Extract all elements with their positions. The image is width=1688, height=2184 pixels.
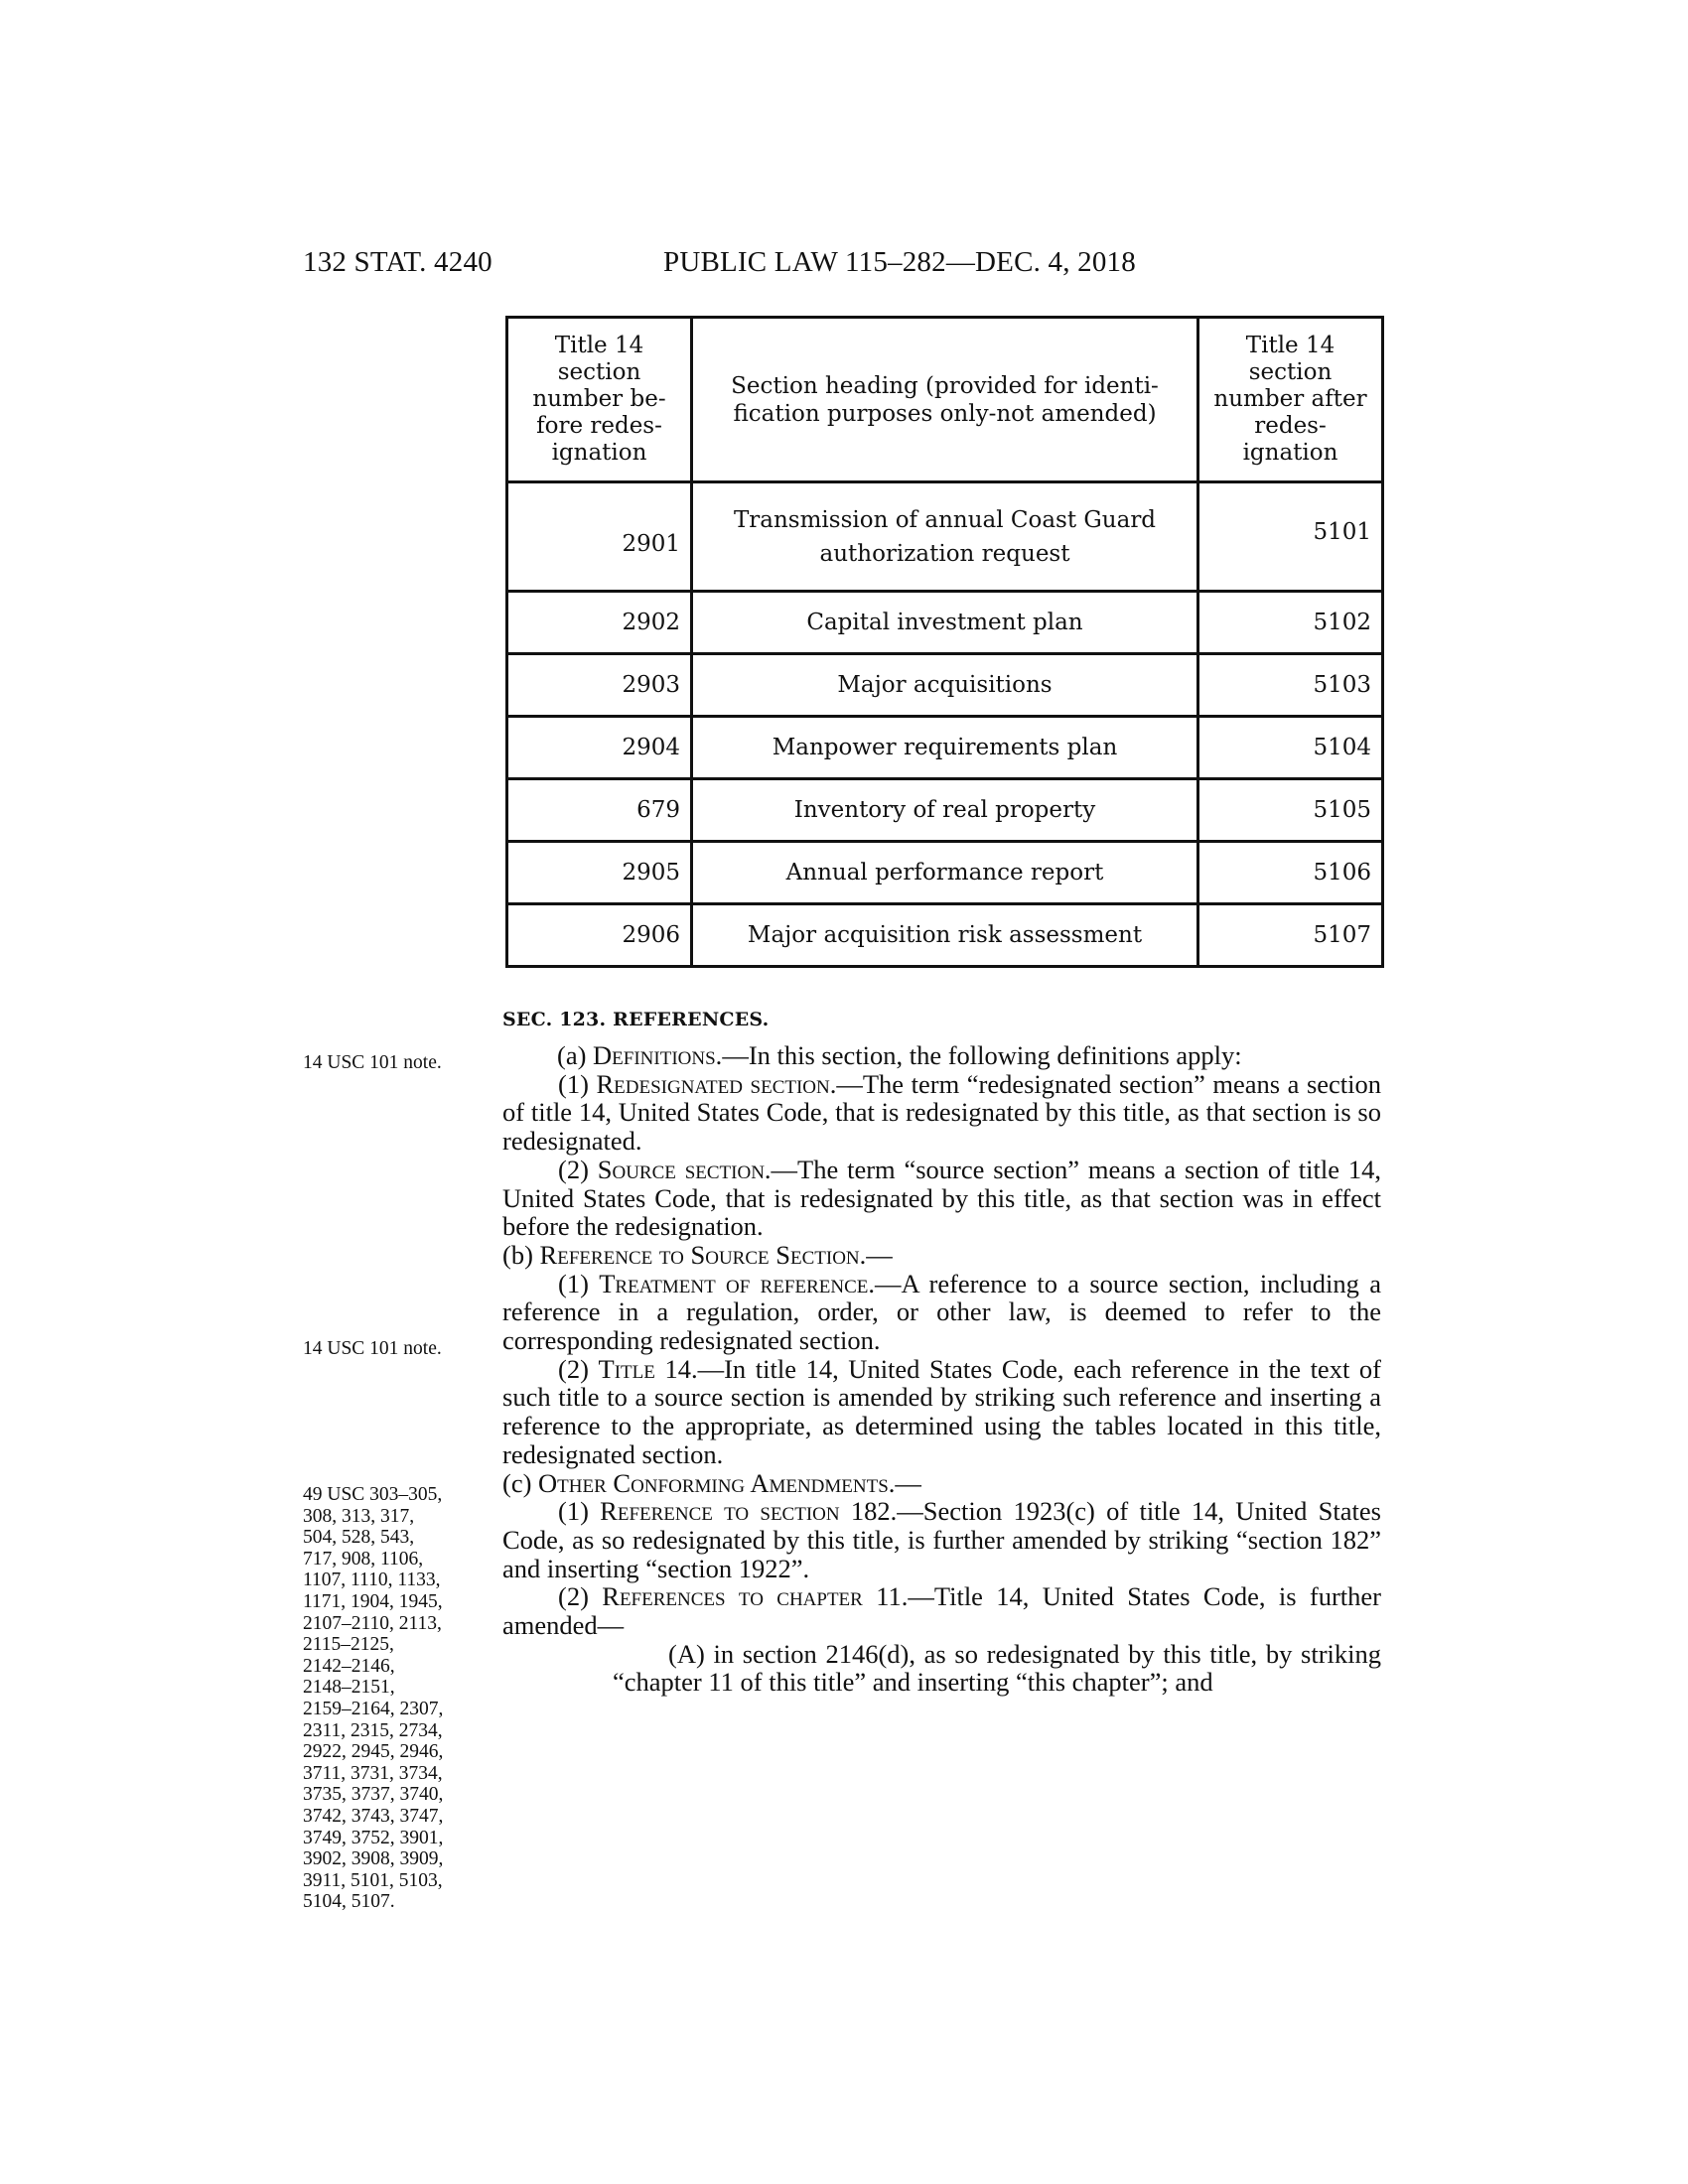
table-row [507,779,1383,842]
paragraph-label: (1) [558,1068,597,1099]
paragraph-caption: References to chapter 11. [602,1581,909,1612]
paragraph-label: (c) [502,1467,539,1498]
paragraph-label: (b) [502,1239,540,1270]
section-number-after: 5102 [1198,592,1383,654]
paragraph-text: —Title 14, United States Code, is further amended— [502,1581,1381,1641]
paragraph-b-2 [502,1355,1381,1469]
paragraph-caption: Reference to section 182. [600,1496,898,1527]
page-header [298,246,1390,286]
section-number-after: 5107 [1198,904,1383,967]
margin-note-line: 2142–2146, [303,1655,395,1677]
section-heading: Capital investment plan [692,592,1198,654]
margin-note-line: 2148–2151, [303,1677,395,1699]
paragraph-text: —In this section, the following definitions apply: [722,1040,1242,1070]
paragraph-text: —The term “source section” means a section of title 14, United States Code, that is redesignated by this title, as that section was in effect before the redesignation. [502,1154,1381,1242]
section-number-before: 679 [507,779,692,842]
section-number-after: 5106 [1198,842,1383,904]
paragraph-label: (2) [558,1581,603,1612]
paragraph-caption: Reference to Source Section. [539,1239,867,1270]
paragraph-text: —The term “redesignated section” means a section of title 14, United States Code, that is redesignated by this title, as that section is so redesignated. [502,1068,1382,1157]
paragraph-b-1 [502,1270,1381,1355]
paragraph-caption: Other Conforming Amendments. [538,1467,896,1498]
paragraph-text: — [866,1239,893,1270]
paragraph-text: —A reference to a source section, including a reference in a regulation, order, or other law, is deemed to refer to the corresponding redesignated section. [502,1268,1381,1356]
paragraph-label: (2) [558,1353,599,1384]
section-heading: Inventory of real property [692,779,1198,842]
paragraph-a-1 [502,1070,1381,1156]
section-number-before: 2902 [507,592,692,654]
section-heading: Transmission of annual Coast Guard authorization request [692,482,1198,592]
paragraph-label: (a) [557,1040,594,1070]
margin-note-treatment: 14 USC 101 note. [303,1338,442,1359]
margin-note-line: 1171, 1904, 1945, [303,1590,443,1612]
paragraph-caption: Source section. [597,1154,772,1184]
section-number-after: 5103 [1198,654,1383,717]
section-heading: Manpower requirements plan [692,717,1198,779]
margin-note-line: 49 USC 303–305, [303,1484,443,1505]
paragraph-caption: Treatment of reference. [599,1268,876,1298]
table-row [507,842,1383,904]
paragraph-c-2 [502,1582,1381,1639]
margin-note-line: 3902, 3908, 3909, [303,1848,444,1870]
section-number-before: 2904 [507,717,692,779]
margin-note-line: 504, 528, 543, [303,1527,415,1549]
margin-note-line: 2311, 2315, 2734, [303,1719,443,1741]
paragraph-label: (A) [668,1638,714,1669]
section-number-after: 5105 [1198,779,1383,842]
paragraph-a-2 [502,1156,1381,1241]
table-row [507,717,1383,779]
paragraph-text: — [895,1467,921,1498]
paragraph-b [502,1241,1381,1270]
table-row [507,904,1383,967]
paragraph-label: (1) [558,1496,601,1527]
margin-note-line: 3749, 3752, 3901, [303,1827,444,1848]
table-row [507,592,1383,654]
paragraph-caption: Title 14. [598,1353,698,1384]
margin-note-line: 1107, 1110, 1133, [303,1570,441,1591]
section-number-after: 5101 [1198,482,1383,592]
margin-note-line: 717, 908, 1106, [303,1548,424,1570]
paragraph-c-2-A [502,1640,1381,1697]
margin-note-line: 2107–2110, 2113, [303,1612,442,1634]
margin-note-line: 2922, 2945, 2946, [303,1741,444,1763]
section-number-before: 2905 [507,842,692,904]
section-heading: Major acquisitions [692,654,1198,717]
margin-note-line: 2115–2125, [303,1634,394,1656]
table-header-row [507,318,1383,482]
paragraph-label: (1) [558,1268,600,1298]
margin-note-definitions: 14 USC 101 note. [303,1052,442,1073]
paragraph-c-1 [502,1497,1381,1582]
margin-note-line: 2159–2164, 2307, [303,1698,444,1719]
margin-note-line: 5104, 5107. [303,1891,395,1913]
paragraph-c [502,1469,1381,1498]
paragraph-a [502,1041,1381,1070]
margin-note-usc-49-list [303,1484,487,1913]
redesignation-table [505,316,1384,968]
section-number-before: 2903 [507,654,692,717]
public-law-title: PUBLIC LAW 115–282—DEC. 4, 2018 [663,246,1136,278]
section-heading-title: SEC. 123. REFERENCES. [502,1009,770,1030]
section-heading: Major acquisition risk assessment [692,904,1198,967]
table-row [507,654,1383,717]
paragraph-text: —In title 14, United States Code, each reference in the text of such title to a source section is amended by striking such reference and inserting a reference to the appropriate, as determined using the tables located in this title, redesignated section. [502,1353,1381,1469]
column-header-before: Title 14 section number be- fore redes- ignation [507,318,692,482]
table-row [507,482,1383,592]
paragraph-text: in section 2146(d), as so redesignated by this title, by striking “chapter 11 of this title” and inserting “this chapter”; and [613,1638,1381,1698]
section-number-before: 2906 [507,904,692,967]
margin-note-line: 3911, 5101, 5103, [303,1869,443,1891]
section-number-after: 5104 [1198,717,1383,779]
section-number-before: 2901 [507,482,692,592]
margin-note-line: 308, 313, 317, [303,1505,415,1527]
paragraph-text: —Section 1923(c) of title 14, United States Code, as so redesignated by this title, is further amended by striking “section 182” and inserting “section 1922”. [502,1496,1381,1583]
paragraph-caption: Redesignated section. [596,1068,837,1099]
margin-note-line: 3742, 3743, 3747, [303,1805,444,1827]
paragraph-caption: Definitions. [593,1040,723,1070]
margin-note-line: 3711, 3731, 3734, [303,1762,443,1784]
column-header-after: Title 14 section number after redes- ignation [1198,318,1383,482]
section-heading: Annual performance report [692,842,1198,904]
margin-note-line: 3735, 3737, 3740, [303,1784,444,1806]
section-body [502,1041,1381,1697]
statute-page-reference: 132 STAT. 4240 [303,246,492,278]
column-header-heading: Section heading (provided for identi- fication purposes only-not amended) [692,318,1198,482]
paragraph-label: (2) [558,1154,598,1184]
